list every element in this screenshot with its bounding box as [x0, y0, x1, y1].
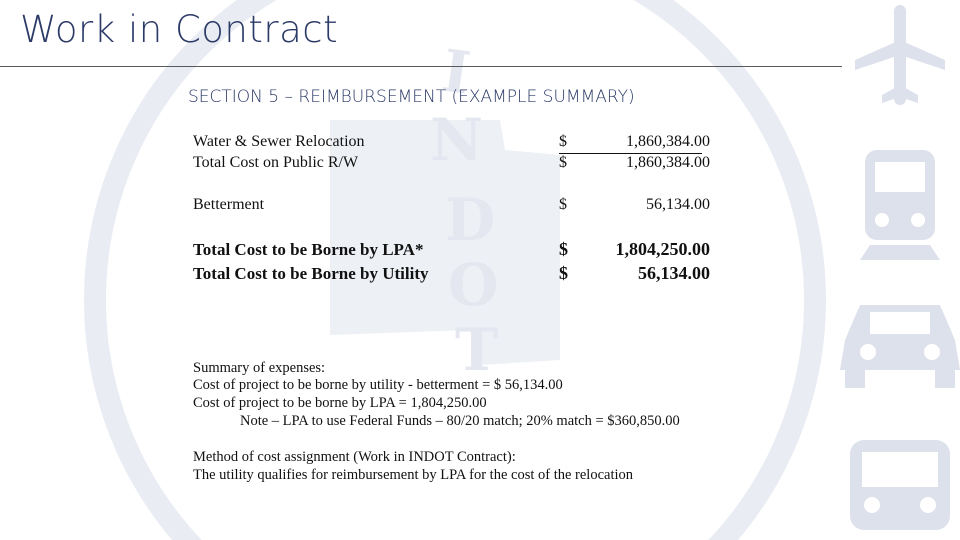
cost-row-amount: 1,804,250.00 [615, 239, 710, 259]
cost-row-currency: $ [559, 263, 568, 283]
cost-row-currency: $ [559, 196, 567, 213]
cost-row-amount: 1,860,384.00 [626, 133, 710, 150]
summary-heading: Summary of expenses: [193, 360, 326, 376]
cost-row-amount: 56,134.00 [646, 196, 710, 213]
title-divider [0, 66, 842, 67]
method-heading: Method of cost assignment (Work in INDOT Contract): [193, 449, 516, 465]
cost-row-label: Water & Sewer Relocation [193, 133, 365, 150]
method-text: The utility qualifies for reimbursement by LPA for the cost of the relocation [193, 467, 633, 483]
cost-row-currency: $ [559, 133, 567, 150]
cost-row-label: Betterment [193, 196, 265, 213]
cost-row-label: Total Cost to be Borne by Utility [193, 264, 429, 283]
cost-row-amount: 56,134.00 [638, 263, 710, 283]
slide-title: Work in Contract [20, 8, 339, 51]
cost-row-currency: $ [559, 154, 567, 171]
cost-row-label: Total Cost on Public R/W [193, 154, 359, 171]
svg-text:N: N [430, 106, 484, 174]
section-heading: SECTION 5 – REIMBURSEMENT (EXAMPLE SUMMARY) [188, 87, 635, 107]
summary-note: Note – LPA to use Federal Funds – 80/20 match; 20% match = $360,850.00 [240, 413, 680, 429]
summary-line: Cost of project to be borne by utility - betterment = $ 56,134.00 [193, 377, 563, 393]
cost-row-currency: $ [559, 239, 568, 259]
cost-row-amount: 1,860,384.00 [626, 154, 710, 171]
summary-line: Cost of project to be borne by LPA = 1,804,250.00 [193, 395, 487, 411]
cost-row-label: Total Cost to be Borne by LPA* [193, 240, 424, 259]
svg-text:I: I [438, 36, 475, 108]
svg-text:T: T [455, 316, 499, 384]
svg-text:O: O [448, 251, 499, 319]
svg-text:D: D [445, 186, 496, 254]
